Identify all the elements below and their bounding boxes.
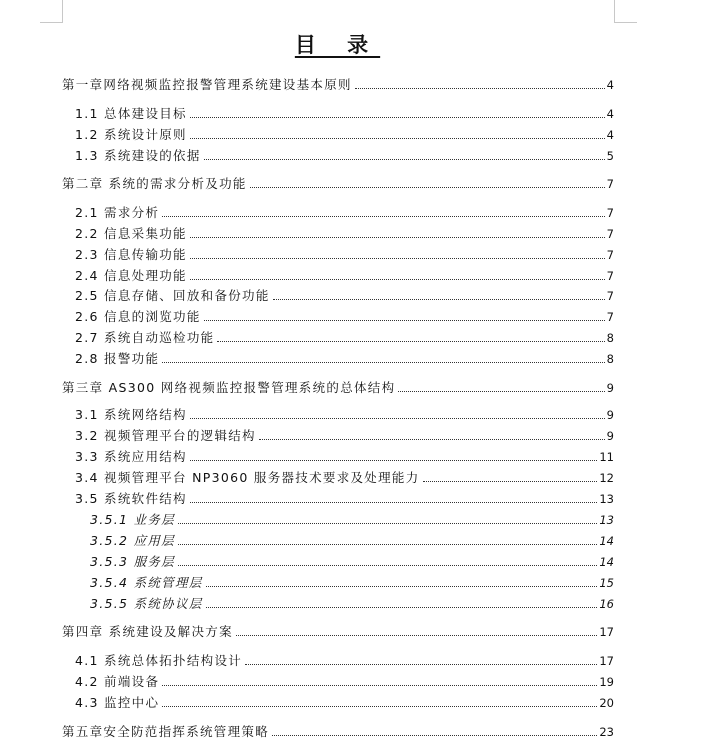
toc-dot-leader bbox=[423, 481, 598, 482]
toc-entry[interactable] bbox=[62, 554, 614, 570]
toc-entry-label: 3.5.1 业务层 bbox=[90, 512, 175, 527]
toc-entry-label: 1.1 总体建设目标 bbox=[75, 106, 187, 121]
toc-dot-leader bbox=[398, 391, 604, 392]
toc-entry-label: 第一章网络视频监控报警管理系统建设基本原则 bbox=[62, 77, 352, 92]
toc-dot-leader bbox=[162, 685, 597, 686]
toc-entry-label: 2.4 信息处理功能 bbox=[75, 268, 187, 283]
toc-entry-page-number: 7 bbox=[606, 289, 614, 303]
toc-entry-label: 3.5.5 系统协议层 bbox=[90, 596, 203, 611]
toc-entry-page-number: 11 bbox=[599, 450, 614, 464]
toc-entry-page-number: 7 bbox=[606, 177, 614, 191]
toc-entry-label: 2.7 系统自动巡检功能 bbox=[75, 330, 215, 345]
toc-dot-leader bbox=[206, 586, 598, 587]
toc-entry-page-number: 8 bbox=[606, 331, 614, 345]
toc-entry[interactable] bbox=[62, 148, 614, 164]
toc-dot-leader bbox=[245, 664, 597, 665]
toc-entry[interactable] bbox=[62, 653, 614, 669]
toc-entry[interactable] bbox=[62, 127, 614, 143]
toc-entry-label: 3.3 系统应用结构 bbox=[75, 449, 187, 464]
toc-entry-label: 3.5.4 系统管理层 bbox=[90, 575, 203, 590]
toc-entry-page-number: 23 bbox=[599, 725, 614, 739]
toc-entry-label: 4.2 前端设备 bbox=[75, 674, 160, 689]
toc-dot-leader bbox=[204, 159, 605, 160]
toc-entry-page-number: 7 bbox=[606, 310, 614, 324]
toc-dot-leader bbox=[162, 706, 597, 707]
toc-entry[interactable] bbox=[62, 428, 614, 444]
toc-entry-page-number: 5 bbox=[606, 149, 614, 163]
toc-entry-page-number: 13 bbox=[599, 492, 614, 506]
toc-entry[interactable] bbox=[62, 512, 614, 528]
toc-entry-label: 1.2 系统设计原则 bbox=[75, 127, 187, 142]
toc-entry-label: 4.3 监控中心 bbox=[75, 695, 160, 710]
toc-entry[interactable] bbox=[62, 575, 614, 591]
toc-entry[interactable] bbox=[62, 309, 614, 325]
toc-entry-page-number: 7 bbox=[606, 206, 614, 220]
toc-dot-leader bbox=[355, 88, 605, 89]
toc-dot-leader bbox=[272, 735, 597, 736]
toc-dot-leader bbox=[204, 320, 605, 321]
toc-entry-page-number: 9 bbox=[606, 408, 614, 422]
toc-entry-label: 2.3 信息传输功能 bbox=[75, 247, 187, 262]
toc-entry-page-number: 14 bbox=[599, 534, 614, 548]
toc-dot-leader bbox=[273, 299, 605, 300]
toc-dot-leader bbox=[190, 117, 605, 118]
toc-entry[interactable] bbox=[62, 470, 614, 486]
toc-entry[interactable] bbox=[62, 380, 614, 396]
toc-entry-page-number: 4 bbox=[606, 78, 614, 92]
toc-entry[interactable] bbox=[62, 351, 614, 367]
toc-entry-page-number: 7 bbox=[606, 227, 614, 241]
page-title: 目 录 bbox=[294, 33, 381, 57]
toc-entry[interactable] bbox=[62, 77, 614, 93]
toc-dot-leader bbox=[190, 502, 598, 503]
toc-dot-leader bbox=[178, 565, 597, 566]
toc-entry-label: 4.1 系统总体拓扑结构设计 bbox=[75, 653, 243, 668]
toc-dot-leader bbox=[236, 635, 597, 636]
toc-dot-leader bbox=[250, 187, 605, 188]
toc-dot-leader bbox=[162, 362, 604, 363]
toc-entry-page-number: 8 bbox=[606, 352, 614, 366]
toc-entry-label: 3.5.3 服务层 bbox=[90, 554, 175, 569]
toc-entry-page-number: 12 bbox=[599, 471, 614, 485]
toc-entry[interactable] bbox=[62, 491, 614, 507]
toc-entry[interactable] bbox=[62, 226, 614, 242]
toc-entry-page-number: 13 bbox=[599, 513, 614, 527]
toc-entry[interactable] bbox=[62, 268, 614, 284]
toc-entry-page-number: 9 bbox=[606, 429, 614, 443]
toc-entry[interactable] bbox=[62, 695, 614, 711]
toc-dot-leader bbox=[190, 279, 605, 280]
toc-entry-page-number: 7 bbox=[606, 269, 614, 283]
toc-entry[interactable] bbox=[62, 674, 614, 690]
toc-dot-leader bbox=[190, 460, 598, 461]
toc-entry-page-number: 9 bbox=[606, 381, 614, 395]
toc-dot-leader bbox=[190, 138, 605, 139]
toc-dot-leader bbox=[206, 607, 598, 608]
toc-entry[interactable] bbox=[62, 330, 614, 346]
toc-entry-label: 2.2 信息采集功能 bbox=[75, 226, 187, 241]
toc-entry-label: 2.1 需求分析 bbox=[75, 205, 160, 220]
toc-entry-label: 3.2 视频管理平台的逻辑结构 bbox=[75, 428, 256, 443]
toc-entry-label: 3.5.2 应用层 bbox=[90, 533, 175, 548]
toc-dot-leader bbox=[190, 258, 605, 259]
toc-dot-leader bbox=[178, 523, 597, 524]
toc-entry-page-number: 17 bbox=[599, 625, 614, 639]
toc-entry-label: 3.4 视频管理平台 NP3060 服务器技术要求及处理能力 bbox=[75, 470, 420, 485]
toc-entry[interactable] bbox=[62, 449, 614, 465]
page-corner-mark-left bbox=[40, 0, 63, 23]
toc-entry[interactable] bbox=[62, 596, 614, 612]
toc-dot-leader bbox=[178, 544, 597, 545]
toc-entry-page-number: 7 bbox=[606, 248, 614, 262]
toc-entry-label: 2.5 信息存储、回放和备份功能 bbox=[75, 288, 270, 303]
page-corner-mark-right bbox=[614, 0, 637, 23]
toc-entry-label: 2.6 信息的浏览功能 bbox=[75, 309, 201, 324]
toc-entry-page-number: 4 bbox=[606, 107, 614, 121]
toc-entry-label: 3.1 系统网络结构 bbox=[75, 407, 187, 422]
toc-entry-page-number: 15 bbox=[599, 576, 614, 590]
toc-entry[interactable] bbox=[62, 724, 614, 740]
toc-entry[interactable] bbox=[62, 624, 614, 640]
toc-entry-label: 1.3 系统建设的依据 bbox=[75, 148, 201, 163]
toc-entry-page-number: 16 bbox=[599, 597, 614, 611]
toc-entry[interactable] bbox=[62, 106, 614, 122]
toc-entry-page-number: 19 bbox=[599, 675, 614, 689]
toc-entry-page-number: 17 bbox=[599, 654, 614, 668]
toc-entry-label: 第四章 系统建设及解决方案 bbox=[62, 624, 233, 639]
toc-dot-leader bbox=[259, 439, 605, 440]
toc-entry-page-number: 14 bbox=[599, 555, 614, 569]
toc-entry-label: 第五章安全防范指挥系统管理策略 bbox=[62, 724, 270, 739]
toc-entry[interactable] bbox=[62, 205, 614, 221]
toc-entry[interactable] bbox=[62, 288, 614, 304]
toc-entry-label: 第二章 系统的需求分析及功能 bbox=[62, 176, 247, 191]
toc-dot-leader bbox=[217, 341, 604, 342]
toc-entry-page-number: 20 bbox=[599, 696, 614, 710]
toc-entry-page-number: 4 bbox=[606, 128, 614, 142]
toc-entry[interactable] bbox=[62, 533, 614, 549]
toc-entry[interactable] bbox=[62, 407, 614, 423]
toc-entry[interactable] bbox=[62, 176, 614, 192]
toc-dot-leader bbox=[190, 237, 605, 238]
toc-entry[interactable] bbox=[62, 247, 614, 263]
toc-entry-label: 3.5 系统软件结构 bbox=[75, 491, 187, 506]
toc-dot-leader bbox=[162, 216, 604, 217]
toc-entry-label: 2.8 报警功能 bbox=[75, 351, 160, 366]
toc-dot-leader bbox=[190, 418, 605, 419]
toc-entry-label: 第三章 AS300 网络视频监控报警管理系统的总体结构 bbox=[62, 380, 396, 395]
